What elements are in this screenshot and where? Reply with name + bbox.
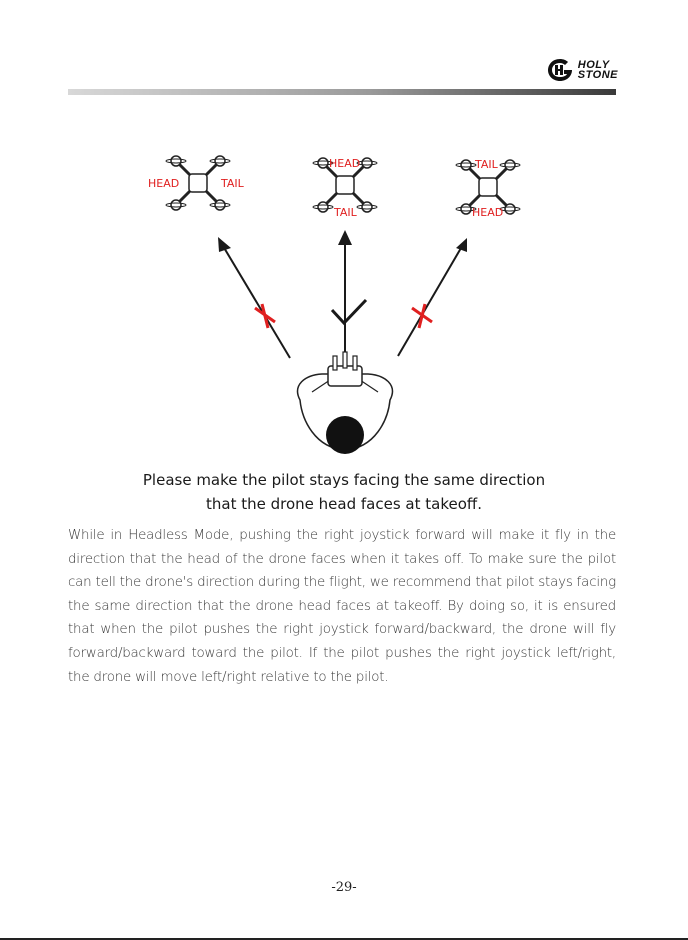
drone-left-tail-label: TAIL <box>221 177 244 190</box>
holy-stone-logo <box>546 57 618 83</box>
drone-right <box>456 158 520 219</box>
pilot-top-view <box>298 352 393 454</box>
arrow-center <box>338 230 352 355</box>
body-paragraph: While in Headless Mode, pushing the right joystick forward will make it fly in the direction that the head of the drone faces when it takes off. To make sure the pilot can tell the drone's direction during the flight, we recommend that pilot stays facing the same direction that the drone head faces at takeoff. By doing so, it is ensured that when the pilot pushes the right joystick forward/backward, the drone will fly forward/backward toward the pilot. If the pilot pushes the right joystick left/right, the drone will move left/right relative to the pilot. <box>68 528 616 685</box>
drone-right-tail-label: TAIL <box>475 158 498 171</box>
caption-line2: that the drone head faces at takeoff. <box>206 495 482 513</box>
headless-mode-figure <box>0 130 688 460</box>
cross-mark-icon <box>412 304 432 328</box>
drone-left-head-label: HEAD <box>148 177 180 190</box>
drone-center-tail-label: TAIL <box>334 206 357 219</box>
logo-line1: HOLY <box>577 59 610 71</box>
arrow-right <box>398 238 467 356</box>
holy-stone-logo-icon <box>546 57 574 83</box>
logo-wordmark <box>578 60 618 80</box>
figure-caption <box>0 468 688 516</box>
check-mark-icon <box>332 300 366 323</box>
page-number: -29- <box>331 880 357 895</box>
arrow-left <box>218 237 290 358</box>
drone-left <box>148 156 245 210</box>
drone-center <box>313 157 377 219</box>
logo-line2: STONE <box>577 69 618 81</box>
header-rule <box>68 89 616 95</box>
cross-mark-icon <box>255 304 275 328</box>
caption-line1: Please make the pilot stays facing the same direction <box>142 471 546 489</box>
drone-right-head-label: HEAD <box>472 206 504 219</box>
drone-center-head-label: HEAD <box>329 157 361 170</box>
